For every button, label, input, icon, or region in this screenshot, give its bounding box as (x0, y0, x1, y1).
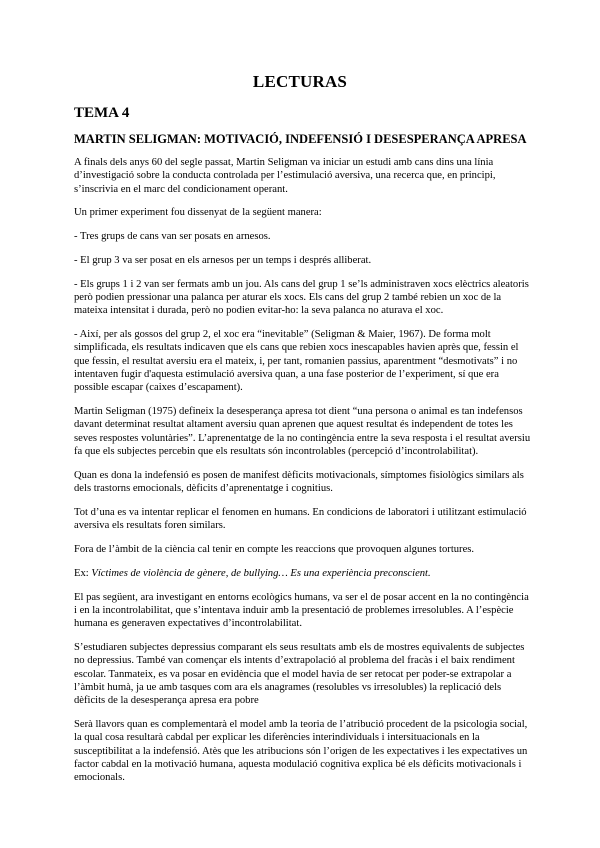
list-item-groups-1-2: - Els grups 1 i 2 van ser fermats amb un jou. Als cans del grup 1 se’ls administraven xocs elèctrics aleatoris però podien pressionar una palanca per aturar els xocs. Els cans del grup 2 també rebien un xoc de la mateixa intensitat i durada, però no podien evitar-ho: la seva palanca no aturava el xoc. (74, 278, 529, 317)
paragraph-humans: Tot d’una es va intentar replicar el fenomen en humans. En condicions de laboratori i utilitzant estimulació aversiva els resultats foren similars. (74, 506, 527, 532)
list-item-group-2-inevitable: - Així, per als gossos del grup 2, el xoc era “inevitable” (Seligman & Maier, 1967). De forma molt simplificada, els resultats indicaven que els cans que rebien xocs inescapables havien après que, fessin el que fessin, el resultat aversiu era el mateix, i, per tant, romanien passius, aparentment “desmotivats” i no intentaven fugir d'aquesta estimulació aversiva quan, a una fase posterior de l’experiment, sí que era possible escapar (caixes d’escapament). (74, 329, 519, 394)
paragraph-depressive-subjects: S’estudiaren subjectes depressius comparant els seus resultats amb els de mostres equivalents de subjectes no depressius. També van començar els intents d’extrapolació al problema del fracàs i el baix rendiment escolar. Tanmateix, es va posar en evidència que el model havia de ser retocat per poder-se extrapolar a l’àmbit humà, ja ue amb tasques com ara els anagrames (resolubles vs irresolubles) la replicació dels dèficits de la desesperança apresa era pobre (74, 642, 525, 707)
list-item-three-groups: - Tres grups de cans van ser posats en arnesos. (74, 231, 271, 243)
paragraph-definition: Martin Seligman (1975) defineix la desesperança apresa tot dient “una persona o animal es tan indefensos davant determinat resultat altament aversiu quan aprenen que aquest resultat és independent de totes les seves respostes voluntàries”. L’aprenentatge de la no contingència entre la seva resposta i el resultat aversiu fa que els subjectes percebin que els resultats són incontrolables (percepció d’incontrolabilitat). (74, 406, 531, 458)
paragraph-attribution-theory: Serà llavors quan es complementarà el model amb la teoria de l’atribució procedent de la psicologia social, la qual cosa resultarà cabdal per explicar les diferències interindividuals i intersituacionals en la susceptibilitat a la indefensió. Atès que les atribucions són l’origen de les expectatives i les expectatives un factor cabdal en la motivació humana, aquesta modulació cognitiva explica bé els dèficits motivacionals i emocionals. (74, 719, 528, 784)
section-heading: TEMA 4 (74, 105, 130, 121)
list-item-group-3: - El grup 3 va ser posat en els arnesos per un temps i després alliberat. (74, 254, 372, 266)
paragraph-experiment-design: Un primer experiment fou dissenyat de la següent manera: (74, 207, 322, 219)
paragraph-deficits: Quan es dona la indefensió es posen de manifest dèficits motivacionals, símptomes fisiològics similars als dels trastorns emocionals, dèficits d’aprenentatge i cognitius. (74, 469, 524, 495)
paragraph-ecological: El pas següent, ara investigant en entorns ecològics humans, va ser el de posar accent en la no contingència i en la incontrolabilitat, que s’intentava induir amb la presentació de problemes irresolubles. A l’espècie humana es generaven expectatives d’incontrolabilitat. (74, 591, 529, 630)
paragraph-tortures: Fora de l’àmbit de la ciència cal tenir en compte les reaccions que provoquen algunes tortures. (74, 544, 475, 556)
paragraph-intro: A finals dels anys 60 del segle passat, Martin Seligman va iniciar un estudi amb cans dins una línia d’investigació sobre la conducta controlada per l’estimulació aversiva, una recerca que, en principi, s’inscrivia en el marc del condicionament operant. (74, 157, 496, 195)
example-label: Ex: (74, 567, 89, 579)
document-title: LECTURAS (252, 72, 348, 91)
document-body (74, 156, 534, 795)
paragraph-example (74, 567, 534, 580)
article-title: MARTIN SELIGMAN: MOTIVACIÓ, INDEFENSIÓ I DESESPERANÇA APRESA (74, 132, 527, 146)
example-text: Víctimes de violència de gènere, de bullying… Es una experiència preconscient. (91, 567, 431, 579)
